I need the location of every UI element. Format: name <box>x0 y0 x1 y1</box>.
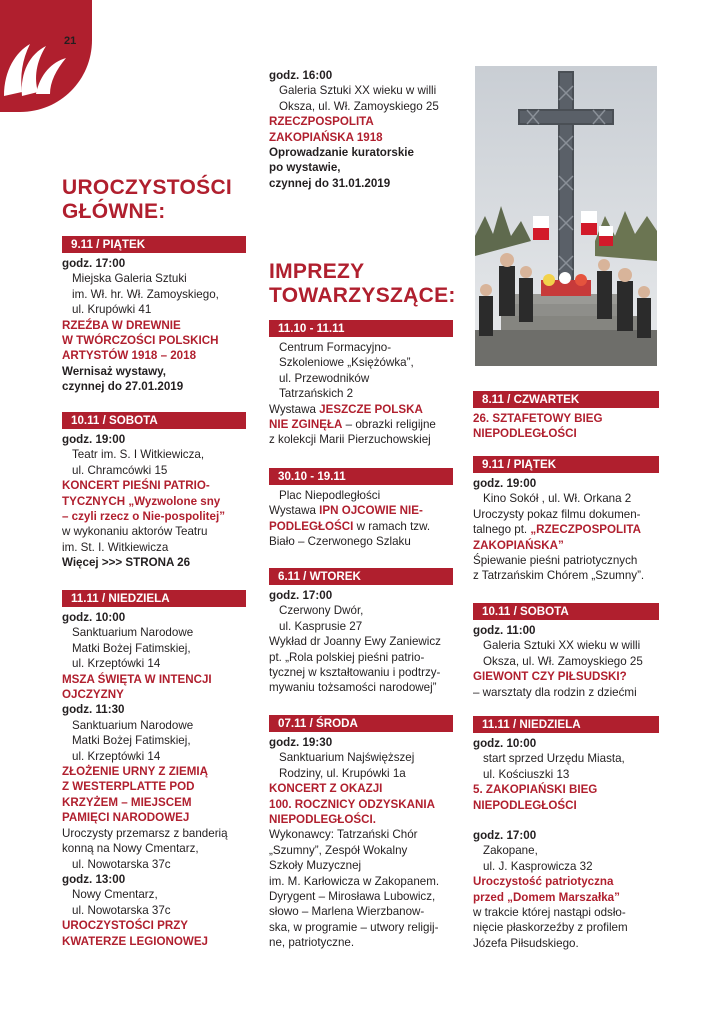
event-place: Tatrzańskich 2 <box>279 387 354 401</box>
event-text: Dyrygent – Mirosława Lubowicz, <box>269 890 436 904</box>
event-text: im. M. Karłowicza w Zakopanem. <box>269 874 440 888</box>
heading-line: IMPREZY <box>269 260 365 283</box>
event-block-11-11-right <box>473 716 659 951</box>
date-bar: 9.11 / PIĄTEK <box>473 456 659 473</box>
event-text: Józefa Piłsudskiego. <box>473 936 579 950</box>
event-title: W TWÓRCZOŚCI POLSKICH <box>62 334 219 348</box>
event-block-6-11 <box>269 568 453 696</box>
event-title: UROCZYSTOŚCI PRZY <box>62 919 189 933</box>
event-note: czynnej do 27.01.2019 <box>62 380 184 394</box>
event-time: godz. 11:00 <box>473 624 536 637</box>
event-title: KONCERT Z OKAZJI <box>269 782 383 796</box>
event-text: mywaniu tożsamości narodowej” <box>269 681 437 695</box>
event-block-11-10 <box>269 320 453 448</box>
event-time: godz. 10:00 <box>62 611 126 624</box>
event-title: ZŁOŻENIE URNY Z ZIEMIĄ <box>62 765 208 779</box>
event-text: nięcie płaskorzeźby z profilem <box>473 921 628 935</box>
event-title: NIEPODLEGŁOŚCI <box>473 427 577 441</box>
event-title: PAMIĘCI NARODOWEJ <box>62 811 190 825</box>
heading-line: TOWARZYSZĄCE: <box>269 284 456 307</box>
heading-line: UROCZYSTOŚCI <box>62 176 233 199</box>
event-block-30-10 <box>269 468 453 550</box>
event-place: Zakopane, <box>483 844 538 858</box>
event-text: ska, w programie – utwory religij- <box>269 920 439 934</box>
text-span: – obrazki religijne <box>342 418 436 432</box>
event-text: z kolekcji Marii Pierzuchowskiej <box>269 433 431 447</box>
date-bar: 8.11 / CZWARTEK <box>473 391 659 408</box>
event-note: Wernisaż wystawy, <box>62 364 166 378</box>
event-title: KRZYŻEM – MIEJSCEM <box>62 795 192 809</box>
event-title: OJCZYZNY <box>62 688 124 702</box>
event-text: konną na Nowy Cmentarz, <box>62 842 199 856</box>
event-text: im. St. I. Witkiewicza <box>62 540 169 554</box>
event-block-10-11 <box>62 412 246 571</box>
date-bar: 07.11 / ŚRODA <box>269 715 453 732</box>
event-time: godz. 19:00 <box>473 477 537 490</box>
event-text: tycznej w kształtowaniu i podtrzy- <box>269 666 441 680</box>
event-time: godz. 10:00 <box>473 737 537 750</box>
event-title: ZAKOPIAŃSKA” <box>473 538 564 552</box>
event-text: w wykonaniu aktorów Teatru <box>62 525 208 539</box>
date-bar: 11.10 - 11.11 <box>269 320 453 337</box>
event-note: czynnej do 31.01.2019 <box>269 176 391 190</box>
event-title: GIEWONT CZY PIŁSUDSKI? <box>473 670 627 684</box>
event-place: Czerwony Dwór, <box>279 604 364 618</box>
event-place: Nowy Cmentarz, <box>72 888 158 902</box>
event-place: Oksza, ul. Wł. Zamoyskiego 25 <box>483 654 643 668</box>
event-text: z Tatrzańskim Chórem „Szumny”. <box>473 569 645 583</box>
event-title: IPN OJCOWIE NIE- <box>319 504 423 518</box>
corner-logo-ornament <box>0 0 92 112</box>
event-title: KONCERT PIEŚNI PATRIO- <box>62 479 210 493</box>
date-bar: 9.11 / PIĄTEK <box>62 236 246 253</box>
event-text: Wykonawcy: Tatrzański Chór <box>269 828 418 842</box>
event-title: Uroczystość patriotyczna <box>473 875 614 889</box>
event-block-9-11 <box>62 236 246 395</box>
event-title: 5. ZAKOPIAŃSKI BIEG <box>473 783 598 797</box>
event-place: ul. Przewodników <box>279 371 370 385</box>
date-bar: 10.11 / SOBOTA <box>473 603 659 620</box>
event-title: JESZCZE POLSKA <box>319 402 423 416</box>
text-span: talnego pt. <box>473 523 531 537</box>
event-place: Sanktuarium Narodowe <box>72 626 194 640</box>
event-place: Sanktuarium Narodowe <box>72 718 194 732</box>
event-text: „Szumny”, Zespół Wokalny <box>269 843 408 857</box>
date-bar: 10.11 / SOBOTA <box>62 412 246 429</box>
event-title: ARTYSTÓW 1918 – 2018 <box>62 349 197 363</box>
event-place: ul. Krzeptówki 14 <box>72 657 161 671</box>
event-place: Plac Niepodległości <box>279 489 381 502</box>
event-title: TYCZNYCH „Wyzwolone sny <box>62 494 221 508</box>
date-bar: 6.11 / WTOREK <box>269 568 453 585</box>
event-title: NIEPODLEGŁOŚCI <box>473 798 577 812</box>
heading-line: GŁÓWNE: <box>62 200 166 223</box>
section-heading-accompanying <box>269 260 469 308</box>
event-text <box>269 402 453 417</box>
event-title: PODLEGŁOŚCI <box>269 519 354 533</box>
event-place: ul. Nowotarska 37c <box>72 857 171 871</box>
event-text: Biało – Czerwonego Szlaku <box>269 535 411 549</box>
more-link[interactable]: Więcej >>> STRONA 26 <box>62 556 191 570</box>
text-span: w ramach tzw. <box>353 519 431 533</box>
event-time: godz. 19:00 <box>62 433 126 446</box>
text-span: Wystawa <box>269 504 320 518</box>
event-place: Sanktuarium Najświęższej <box>279 751 415 765</box>
event-title: NIE ZGINĘŁA <box>269 418 343 432</box>
event-place: Teatr im. S. I Witkiewicza, <box>72 448 205 462</box>
event-text: – warsztaty dla rodzin z dziećmi <box>473 685 637 699</box>
event-block-11-11 <box>62 590 246 949</box>
event-place: Centrum Formacyjno- <box>279 341 392 354</box>
event-title: 26. SZTAFETOWY BIEG <box>473 412 603 425</box>
event-block-9-11-right <box>473 456 659 584</box>
event-place: Rodziny, ul. Krupówki 1a <box>279 766 406 780</box>
event-block-10-11-right <box>473 603 659 700</box>
event-place: ul. Kościuszki 13 <box>483 767 570 781</box>
event-text: pt. „Rola polskiej pieśni patrio- <box>269 650 425 664</box>
date-bar: 11.11 / NIEDZIELA <box>473 716 659 733</box>
event-note: po wystawie, <box>269 161 341 175</box>
event-text: ne, patriotyczne. <box>269 936 355 950</box>
event-title: RZEŹBA W DREWNIE <box>62 318 181 332</box>
spacer <box>473 813 659 828</box>
event-title: MSZA ŚWIĘTA W INTENCJI <box>62 672 212 686</box>
event-text: słowo – Marlena Wierzbanow- <box>269 905 425 919</box>
event-time: godz. 13:00 <box>62 872 126 886</box>
event-place: ul. Krupówki 41 <box>72 303 152 317</box>
event-title: RZECZPOSPOLITA <box>269 115 374 129</box>
event-place: Galeria Sztuki XX wieku w willi <box>483 639 641 653</box>
date-bar: 11.11 / NIEDZIELA <box>62 590 246 607</box>
event-block-8-11 <box>473 391 659 442</box>
event-text <box>269 519 453 534</box>
event-time: godz. 17:00 <box>62 257 126 270</box>
event-place: Matki Bożej Fatimskiej, <box>72 734 191 748</box>
event-place: start sprzed Urzędu Miasta, <box>483 752 625 766</box>
event-text <box>269 417 453 432</box>
page-number: 21 <box>64 35 77 47</box>
cross-ceremony-photo <box>475 66 657 366</box>
event-text: Uroczysty przemarsz z banderią <box>62 826 228 840</box>
event-place: ul. J. Kasprowicza 32 <box>483 859 593 873</box>
event-time: godz. 16:00 <box>269 69 333 82</box>
event-time: godz. 11:30 <box>62 703 125 717</box>
event-text: Wykład dr Joanny Ewy Zaniewicz <box>269 635 441 649</box>
event-title: „RZECZPOSPOLITA <box>530 523 641 537</box>
event-time: godz. 17:00 <box>269 589 333 602</box>
event-note: Oprowadzanie kuratorskie <box>269 146 414 160</box>
event-time: godz. 17:00 <box>473 829 537 843</box>
event-place: ul. Chramcówki 15 <box>72 463 168 477</box>
event-title: przed „Domem Marszałka” <box>473 890 620 904</box>
event-place: Oksza, ul. Wł. Zamoyskiego 25 <box>279 99 439 113</box>
section-heading-main <box>62 176 262 224</box>
text-span: Wystawa <box>269 402 320 416</box>
event-place: ul. Kasprusie 27 <box>279 619 363 633</box>
event-place: Kino Sokół , ul. Wł. Orkana 2 <box>483 492 632 506</box>
photo-illustration <box>475 66 657 366</box>
event-text: Szkoły Muzycznej <box>269 859 362 873</box>
event-place: Galeria Sztuki XX wieku w willi <box>279 84 437 98</box>
event-text <box>269 503 453 518</box>
event-place: ul. Nowotarska 37c <box>72 903 171 917</box>
event-place: Matki Bożej Fatimskiej, <box>72 641 191 655</box>
event-title: 100. ROCZNICY ODZYSKANIA <box>269 797 435 811</box>
event-text <box>473 522 659 537</box>
event-text: Śpiewanie pieśni patriotycznych <box>473 554 638 568</box>
event-block-exhibition <box>269 68 459 191</box>
event-title: – czyli rzecz o Nie-pospolitej” <box>62 510 225 524</box>
event-title: NIEPODLEGŁOŚCI. <box>269 813 376 827</box>
event-place: Szkoleniowe „Księżówka”, <box>279 356 414 370</box>
event-place: ul. Krzeptówki 14 <box>72 749 161 763</box>
event-text: w trakcie której nastąpi odsło- <box>473 906 626 920</box>
date-bar: 30.10 - 19.11 <box>269 468 453 485</box>
event-time: godz. 19:30 <box>269 736 333 749</box>
event-title: Z WESTERPLATTE POD <box>62 780 195 794</box>
event-place: im. Wł. hr. Wł. Zamoyskiego, <box>72 287 219 301</box>
event-title: KWATERZE LEGIONOWEJ <box>62 934 208 948</box>
event-text: Uroczysty pokaz filmu dokumen- <box>473 507 641 521</box>
event-block-7-11 <box>269 715 453 951</box>
event-place: Miejska Galeria Sztuki <box>72 272 187 286</box>
event-title: ZAKOPIAŃSKA 1918 <box>269 130 383 144</box>
